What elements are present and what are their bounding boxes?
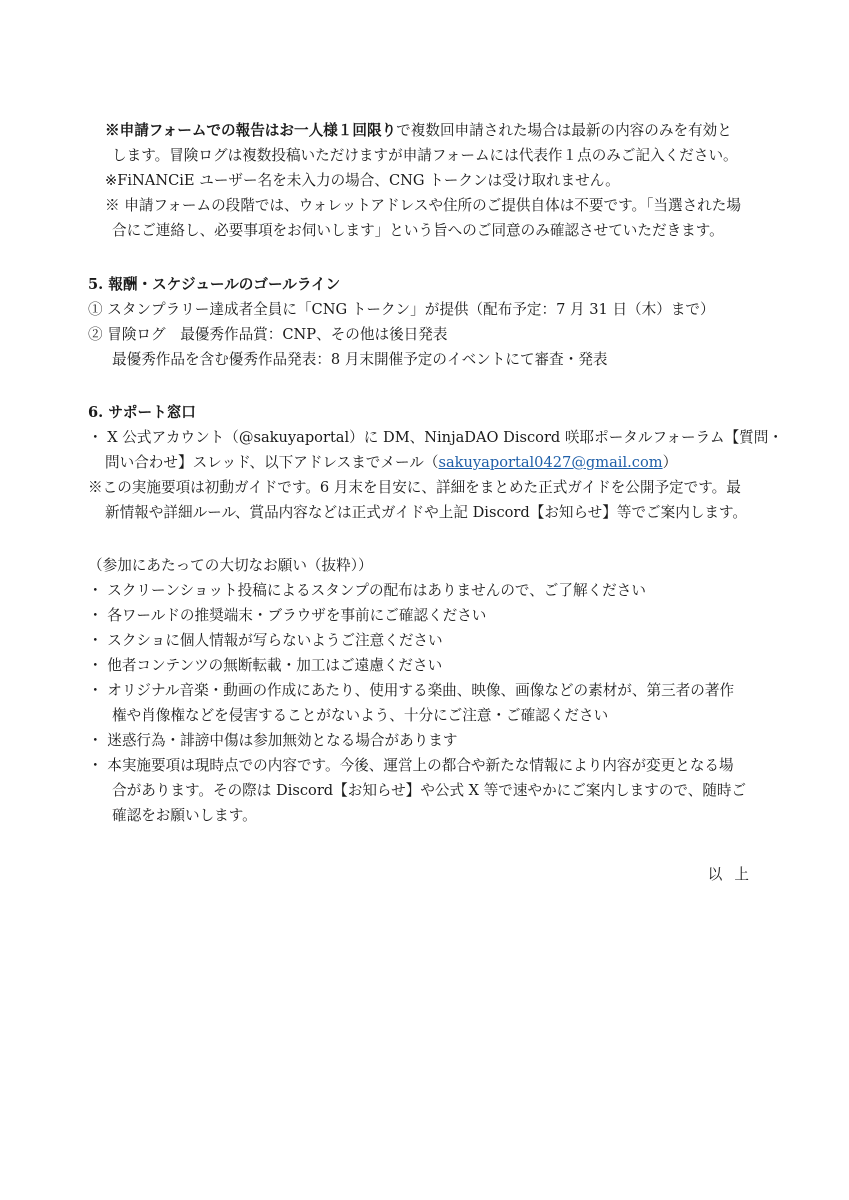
notes-line2: します。冒険ログは複数投稿いただけますが申請フォームには代表作１点のみご記入ください。	[112, 147, 738, 164]
section-6-bullet-1-line-2	[88, 450, 768, 475]
request-item-1: ・ スクリーンショット投稿によるスタンプの配布はありませんので、ご了解ください	[88, 582, 646, 599]
section-5-heading: 5. 報酬・スケジュールのゴールライン	[88, 276, 341, 293]
section-5-item-1: ① スタンプラリー達成者全員に「CNG トークン」が提供（配布予定：7 月 31 日（木）まで）	[88, 301, 715, 318]
notes-block	[88, 118, 768, 243]
notes-line1-rest: で複数回申請された場合は最新の内容のみを有効と	[396, 122, 732, 139]
requests-block	[88, 553, 768, 828]
notes-line3: ※FiNANCiE ユーザー名を未入力の場合、CNG トークンは受け取れません。	[105, 172, 620, 189]
section-5	[88, 272, 768, 372]
notes-line5: 合にご連絡し、必要事項をお伺いします」という旨へのご同意のみ確認させていただきます。	[112, 222, 724, 239]
section-6-heading: 6. サポート窓口	[88, 404, 196, 421]
section-6	[88, 400, 783, 525]
contact-text-post: ）	[662, 454, 678, 471]
section-6-note-line-2: 新情報や詳細ルール、賞品内容などは正式ガイドや上記 Discord【お知らせ】等でご案内します。	[105, 504, 748, 521]
section-5-item-2-sub: 最優秀作品を含む優秀作品発表：8 月末開催予定のイベントにて審査・発表	[112, 351, 608, 368]
request-item-6: ・ 迷惑行為・誹謗中傷は参加無効となる場合があります	[88, 732, 458, 749]
requests-heading: （参加にあたっての大切なお願い（抜粋））	[88, 557, 373, 574]
email-link[interactable]: sakuyaportal0427@gmail.com	[438, 454, 663, 471]
request-item-5-line-2: 権や肖像権などを侵害することがないよう、十分にご注意・ご確認ください	[112, 707, 609, 724]
contact-text-pre: 問い合わせ】スレッド、以下アドレスまでメール（	[105, 454, 439, 471]
request-item-7-line-3: 確認をお願いします。	[112, 807, 257, 824]
notes-line4: ※ 申請フォームの段階では、ウォレットアドレスや住所のご提供自体は不要です。「当選された場	[105, 197, 741, 214]
request-item-2: ・ 各ワールドの推奨端末・ブラウザを事前にご確認ください	[88, 607, 487, 624]
request-item-3: ・ スクショに個人情報が写らないようご注意ください	[88, 632, 443, 649]
section-6-note-line-1: ※この実施要項は初動ガイドです。6 月末を目安に、詳細をまとめた正式ガイドを公開予定です。最	[88, 479, 741, 496]
request-item-7-line-1: ・ 本実施要項は現時点での内容です。今後、運営上の都合や新たな情報により内容が変更となる場	[88, 757, 734, 774]
request-item-4: ・ 他者コンテンツの無断転載・加工はご遠慮ください	[88, 657, 443, 674]
request-item-7-line-2: 合があります。その際は Discord【お知らせ】や公式 X 等で速やかにご案内しますので、随時ご	[112, 782, 747, 799]
request-item-5-line-1: ・ オリジナル音楽・動画の作成にあたり、使用する楽曲、映像、画像などの素材が、第三者の著作	[88, 682, 735, 699]
section-5-item-2: ② 冒険ログ 最優秀作品賞：CNP、その他は後日発表	[88, 326, 448, 343]
signoff: 以上	[707, 866, 761, 883]
section-6-bullet-1-line-1: ・ X 公式アカウント（@sakuyaportal）に DM、NinjaDAO Discord 咲耶ポータルフォーラム【質問・	[88, 429, 783, 446]
notes-line1-bold: ※申請フォームでの報告はお一人様１回限り	[105, 122, 397, 139]
